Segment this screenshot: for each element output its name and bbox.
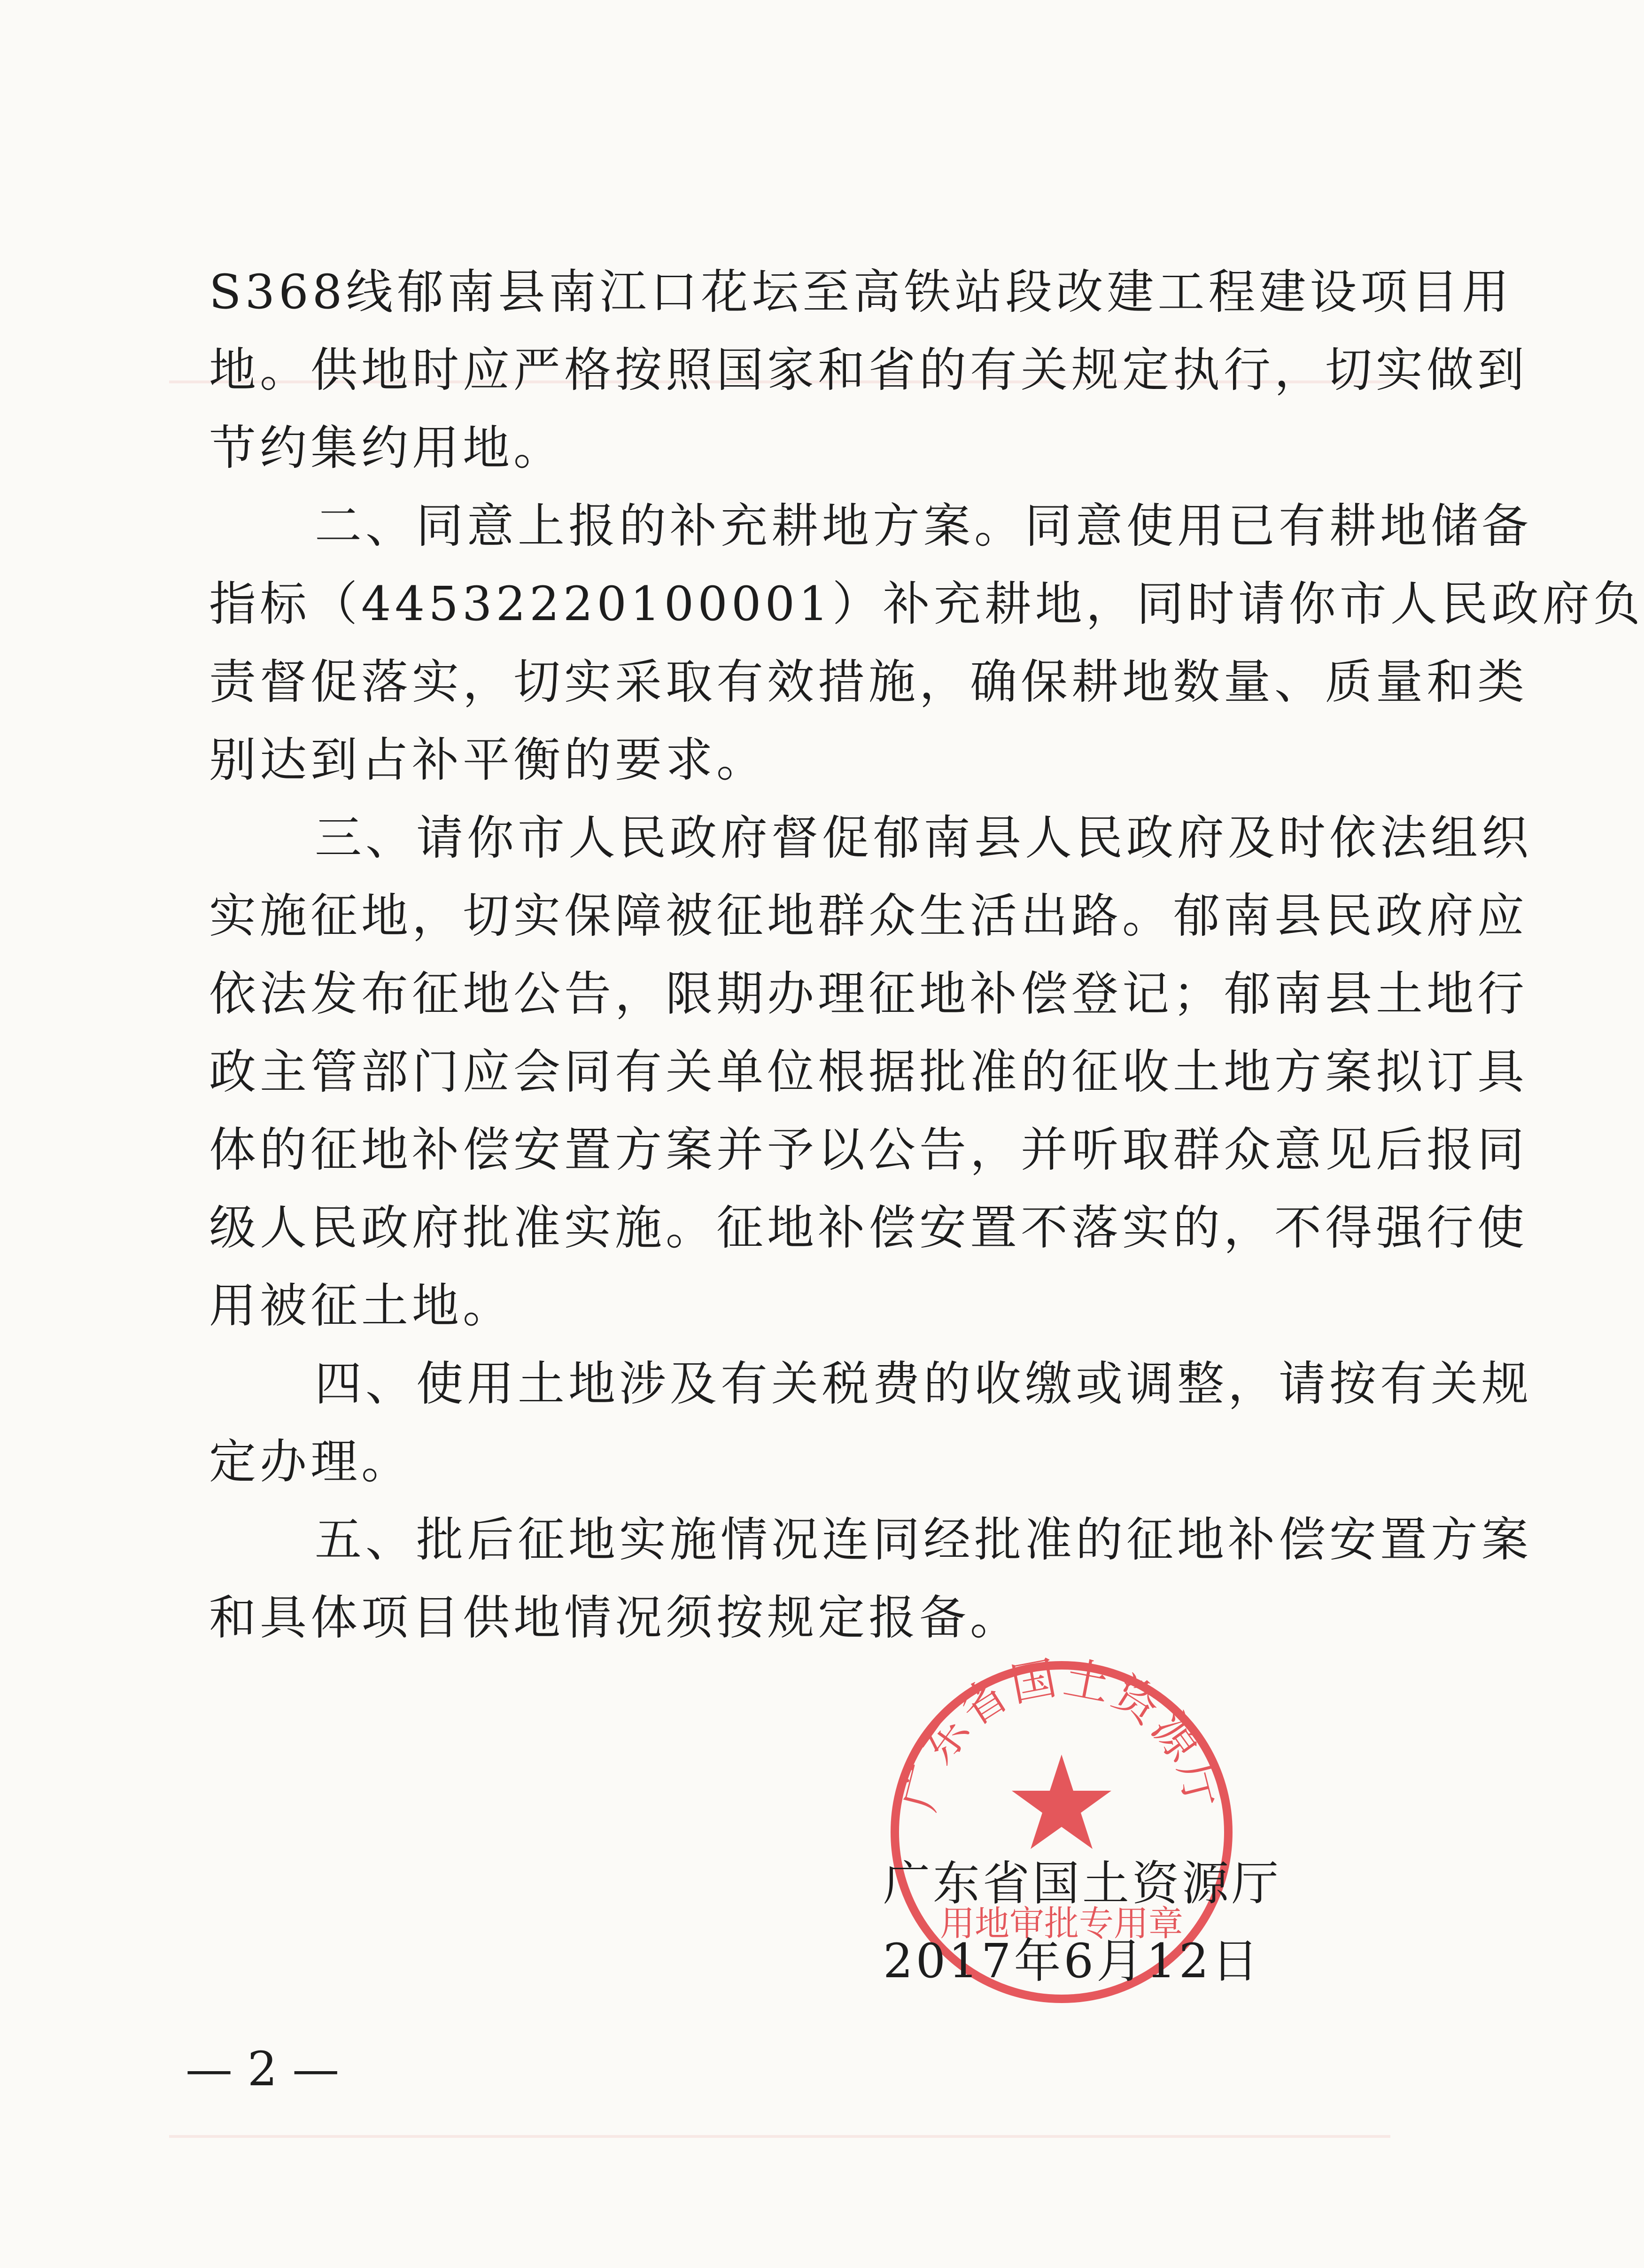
seal-outer-text: 广东省国土资源厅 (892, 1654, 1231, 1817)
body-line: 三、请你市人民政府督促郁南县人民政府及时依法组织 (315, 810, 1532, 865)
body-line: 依法发布征地公告，限期办理征地补偿登记；郁南县土地行 (209, 966, 1528, 1021)
body-line: 和具体项目供地情况须按规定报备。 (209, 1590, 1021, 1645)
body-line: 用被征土地。 (209, 1278, 513, 1333)
issuing-organization: 广东省国土资源厅 (883, 1856, 1281, 1911)
body-line: 别达到占补平衡的要求。 (209, 732, 767, 787)
body-line: 定办理。 (209, 1434, 412, 1489)
page-number: — 2 — (186, 2042, 340, 2097)
star-icon (1012, 1755, 1111, 1849)
body-line: 地。供地时应严格按照国家和省的有关规定执行，切实做到 (209, 342, 1528, 397)
scan-artifact (169, 2135, 1390, 2138)
issue-date: 2017年6月12日 (883, 1934, 1262, 1988)
body-line: 五、批后征地实施情况连同经批准的征地补偿安置方案 (315, 1512, 1532, 1567)
body-line: 体的征地补偿安置方案并予以公告，并听取群众意见后报同 (209, 1122, 1528, 1177)
body-line: 级人民政府批准实施。征地补偿安置不落实的，不得强行使 (209, 1200, 1528, 1255)
body-line: 责督促落实，切实采取有效措施，确保耕地数量、质量和类 (209, 654, 1528, 709)
body-line: 政主管部门应会同有关单位根据批准的征收土地方案拟订具 (209, 1044, 1528, 1099)
body-line: 二、同意上报的补充耕地方案。同意使用已有耕地储备 (315, 498, 1532, 553)
body-line: S368线郁南县南江口花坛至高铁站段改建工程建设项目用 (209, 264, 1513, 319)
body-line: 指标（44532220100001）补充耕地，同时请你市人民政府负 (209, 576, 1644, 631)
seal-inner-text: 用地审批专用章 (940, 1903, 1183, 1944)
body-line: 节约集约用地。 (209, 420, 564, 475)
body-line: 实施征地，切实保障被征地群众生活出路。郁南县民政府应 (209, 888, 1528, 943)
body-line: 四、使用土地涉及有关税费的收缴或调整，请按有关规 (315, 1356, 1532, 1411)
